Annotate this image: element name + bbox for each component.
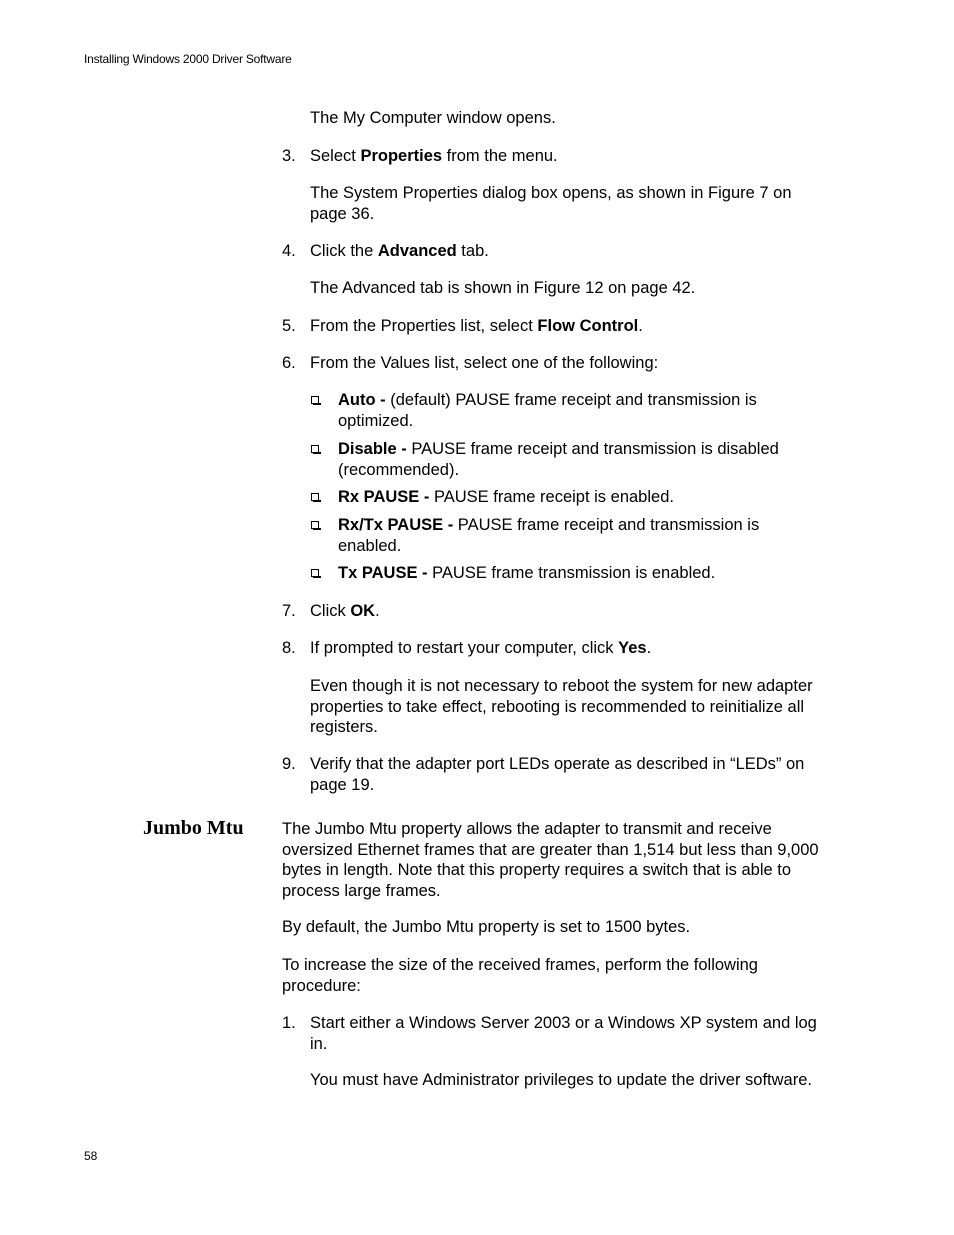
admin-privileges-note: You must have Administrator privileges to update the driver software.	[310, 1071, 812, 1089]
jumbo-step-1-number: 1.	[282, 1014, 296, 1032]
advanced-tab-note: The Advanced tab is shown in Figure 12 on page 42.	[310, 279, 696, 297]
step-8-number: 8.	[282, 639, 296, 657]
my-computer-opens-text: The My Computer window opens.	[310, 109, 556, 127]
checkbox-bullet-icon	[311, 396, 319, 404]
increase-size-note: To increase the size of the received frames, perform the following procedure:	[282, 956, 758, 995]
checkbox-bullet-icon	[311, 569, 319, 577]
step-3-text: Select Properties from the menu.	[310, 147, 558, 165]
step-7-text: Click OK.	[310, 602, 380, 620]
page-number: 58	[84, 1149, 98, 1163]
checkbox-bullet-icon	[311, 521, 319, 529]
option-rx-tx-pause: Rx/Tx PAUSE - PAUSE frame receipt and transmission is enabled.	[338, 516, 760, 555]
step-3-number: 3.	[282, 147, 296, 165]
step-6-number: 6.	[282, 354, 296, 372]
step-9-number: 9.	[282, 755, 296, 773]
step-4-text: Click the Advanced tab.	[310, 242, 489, 260]
checkbox-bullet-icon	[311, 493, 319, 501]
step-5-number: 5.	[282, 317, 296, 335]
option-auto: Auto - (default) PAUSE frame receipt and transmission is optimized.	[338, 391, 757, 430]
option-tx-pause: Tx PAUSE - PAUSE frame transmission is enabled.	[338, 564, 716, 582]
step-5-text: From the Properties list, select Flow Control.	[310, 317, 643, 335]
jumbo-mtu-intro: The Jumbo Mtu property allows the adapter to transmit and receive oversized Ethernet frames that are greater than 1,514 but less than 9,000 bytes in length. Note that this property requires a switch that is able to process large frames.	[282, 820, 819, 900]
step-4-number: 4.	[282, 242, 296, 260]
default-value-note: By default, the Jumbo Mtu property is set to 1500 bytes.	[282, 918, 691, 936]
step-7-number: 7.	[282, 602, 296, 620]
section-heading-jumbo-mtu: Jumbo Mtu	[143, 817, 244, 839]
reboot-note: Even though it is not necessary to reboot the system for new adapter properties to take effect, rebooting is recommended to reinitialize all registers.	[310, 677, 813, 736]
checkbox-bullet-icon	[311, 445, 319, 453]
step-6-text: From the Values list, select one of the following:	[310, 354, 659, 372]
system-properties-note: The System Properties dialog box opens, as shown in Figure 7 on page 36.	[310, 184, 792, 223]
option-disable: Disable - PAUSE frame receipt and transmission is disabled (recommended).	[338, 440, 779, 479]
jumbo-step-1-text: Start either a Windows Server 2003 or a Windows XP system and log in.	[310, 1014, 817, 1053]
running-header: Installing Windows 2000 Driver Software	[84, 52, 292, 66]
step-9-text: Verify that the adapter port LEDs operate as described in “LEDs” on page 19.	[310, 755, 805, 794]
step-8-text: If prompted to restart your computer, click Yes.	[310, 639, 652, 657]
option-rx-pause: Rx PAUSE - PAUSE frame receipt is enabled.	[338, 488, 674, 506]
